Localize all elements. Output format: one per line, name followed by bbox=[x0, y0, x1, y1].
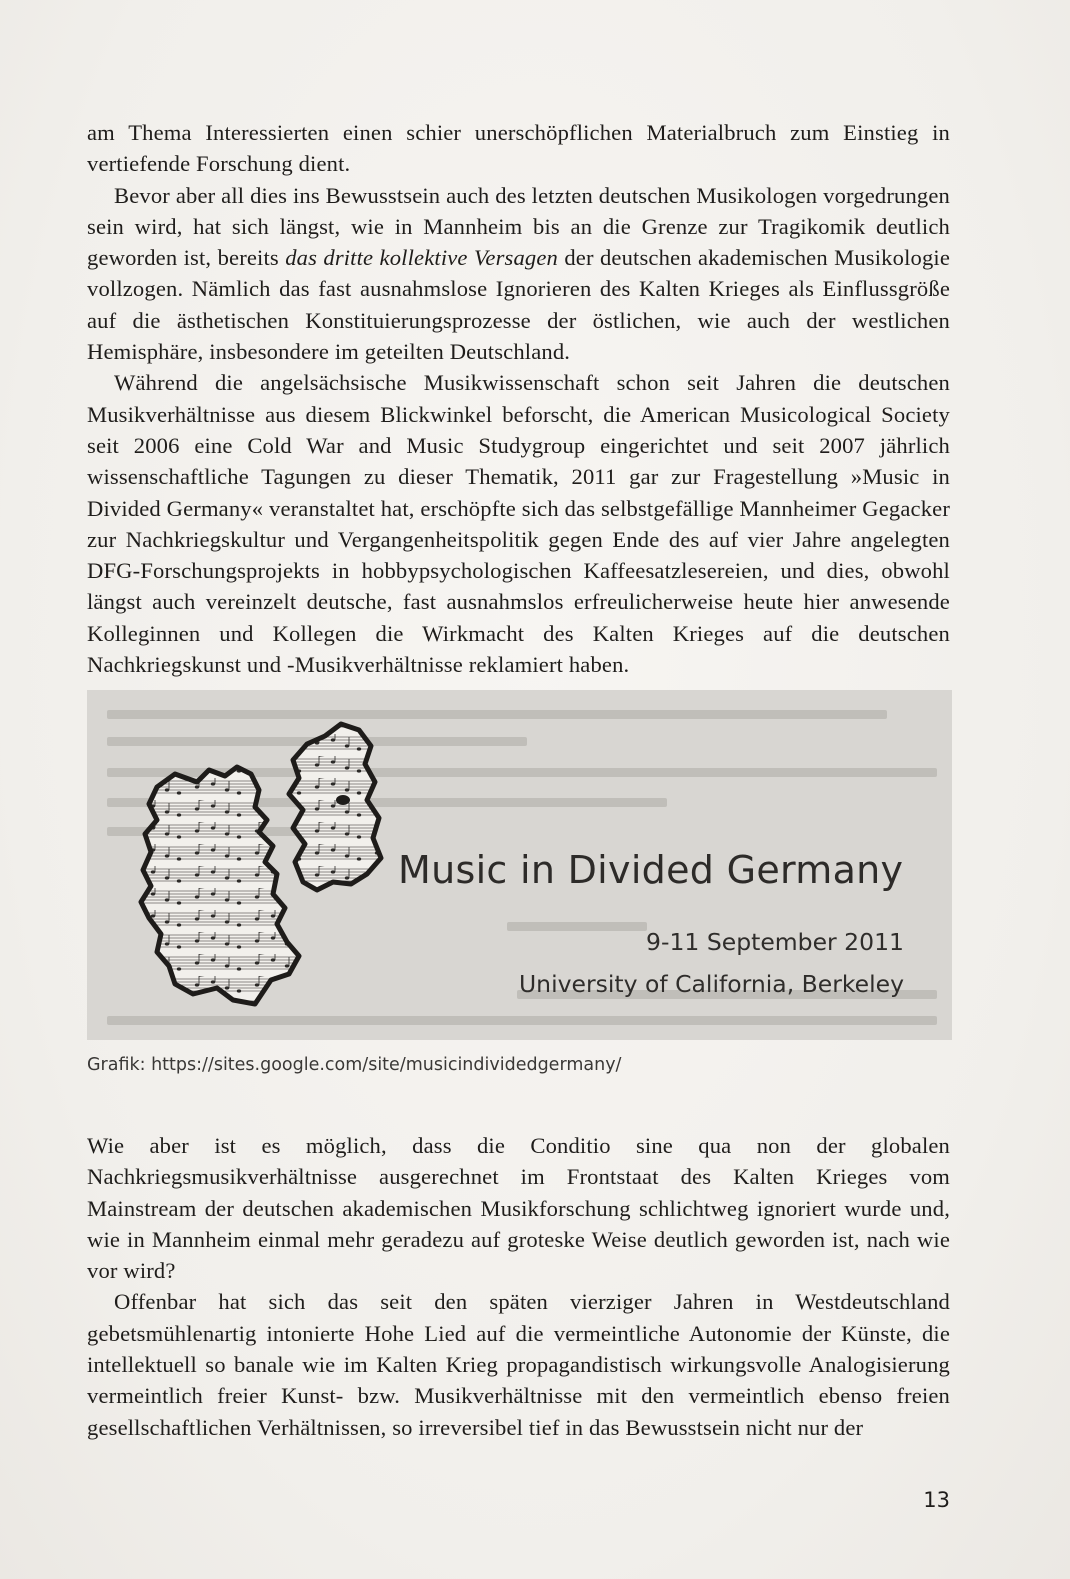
conference-figure bbox=[87, 690, 952, 1040]
paragraph-3: Während die angelsächsische Musikwissenschaft schon seit Jahren die deutschen Musikverhältnisse aus diesem Blickwinkel beforscht, die American Musicological Society seit 2006 eine Cold War and Music Studygroup eingerichtet und seit 2007 jährlich wissenschaftliche Tagungen zu dieser Thematik, 2011 gar zur Fragestellung »Music in Divided Germany« veranstaltet hat, erschöpfte sich das selbstgefällige Mannheimer Gegacker zur Nachkriegskultur und Vergangenheitspolitik gegen Ende des auf vier Jahre angelegten DFG-Forschungsprojekts in hobbypsychologischen Kaffeesatzlesereien, und dies, obwohl längst auch vereinzelt deutsche, fast ausnahmslos erfreulicherweise heute hier anwesende Kolleginnen und Kollegen die Wirkmacht des Kalten Krieges auf die deutschen Nachkriegskunst und -Musikverhältnisse reklamiert haben. bbox=[87, 370, 950, 678]
divided-germany-map-graphic bbox=[127, 712, 387, 1012]
figure-date: 9-11 September 2011 bbox=[646, 928, 904, 956]
figure-title: Music in Divided Germany bbox=[398, 848, 904, 892]
paragraph-2 bbox=[87, 180, 950, 368]
bottom-text-block bbox=[87, 1130, 950, 1443]
paragraph-4: Wie aber ist es möglich, dass die Conditio sine qua non der globalen Nachkriegsmusikverhältnisse ausgerechnet im Frontstaat des Kalten Krieges vom Mainstream der deutschen akademischen Musikforschung schlichtweg ignoriert wurde und, wie in Mannheim einmal mehr geradezu auf groteske Weise deutlich geworden ist, nach wie vor wird? bbox=[87, 1133, 950, 1284]
paragraph-1: am Thema Interessierten einen schier unerschöpflichen Materialbruch zum Einstieg in vertiefende Forschung dient. bbox=[87, 120, 950, 177]
top-text-block bbox=[87, 117, 950, 680]
emphasis-phrase: das dritte kollektive Versagen bbox=[285, 245, 558, 271]
figure-caption: Grafik: https://sites.google.com/site/musicindividedgermany/ bbox=[87, 1055, 622, 1075]
paragraph-2-text-a: Bevor aber all dies ins Bewusstsein auch des letzten deutschen Musikologen vorgedrungen sein wird, hat sich längst, wie in Mannheim bis an die Grenze zur Tragikomik deutlich geworden ist, bereits bbox=[87, 182, 950, 271]
figure-venue: University of California, Berkeley bbox=[518, 970, 904, 998]
paragraph-5: Offenbar hat sich das seit den späten vierziger Jahren in Westdeutschland gebetsmühlenartig intonierte Hohe Lied auf die vermeintliche Autonomie der Künste, die intellektuell so banale wie im Kalten Krieg propagandistisch wirkungsvolle Analogisierung vermeintlich freier Kunst- bzw. Musikverhältnisse mit den vermeintlich ebenso freien gesellschaftlichen Verhältnissen, so irreversibel tief in das Bewusstsein nicht nur der bbox=[87, 1289, 950, 1440]
page-number: 13 bbox=[923, 1488, 950, 1512]
paragraph-2-text-b: der deutschen akademischen Musikologie vollzogen. Nämlich das fast ausnahmslose Ignorieren des Kalten Krieges als Einflussgröße auf die ästhetischen Konstituierungsprozesse der östlichen, wie auch der westlichen Hemisphäre, insbesondere im geteilten Deutschland. bbox=[87, 245, 950, 365]
